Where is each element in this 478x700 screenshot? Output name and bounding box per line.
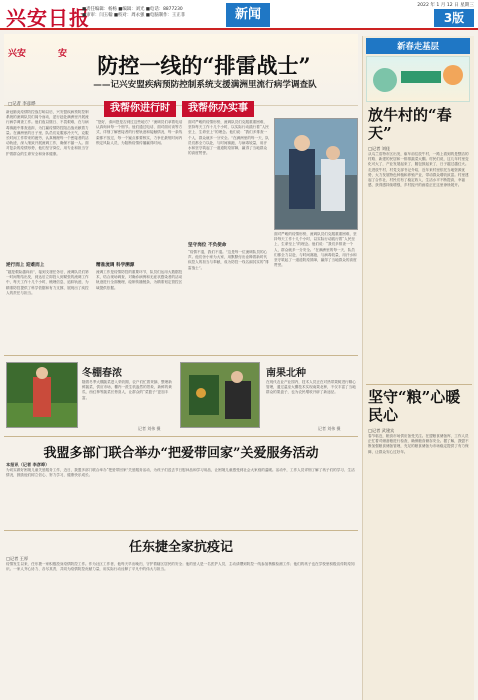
sub-banner-left: 我帮你进行时 <box>104 101 176 117</box>
newspaper-logo: 兴安日报 <box>6 6 90 30</box>
fieldwork-photo-illustration <box>275 119 358 230</box>
main-byline: □记者 李彦晔 <box>8 102 36 107</box>
middle-article-subheading: 精准流调 科学溯源 <box>96 263 135 268</box>
right-photo-credit: 记者 刘伟 摄 <box>318 426 341 431</box>
left-photo-title: 冬棚春浓 <box>82 368 122 379</box>
banner-right-tag: 安 <box>58 49 68 59</box>
fieldwork-photo <box>274 118 358 230</box>
fruit-farm-photo-illustration <box>181 363 260 428</box>
fruit-farm-photo <box>180 362 260 428</box>
sub-banner-right: 我帮你办实事 <box>182 101 254 117</box>
middle-article-body-2: 流调工作是疫情防控的重要环节，队员们运用大数据技术，结合现场调查，对确诊病例和无症状感染者的活动轨迹进行全面梳理，绘制传播链条，为精准划定管控区域提供依据。 <box>96 270 183 290</box>
right-article-body: 面对严峻的疫情形势，流调队员们克服重重困难，坚持每天工作十几个小时，以实际行动践行着“人民至上、生命至上”的理念。他们说：“我们多排查一个人，群众就多一分安全。”在满洲里的每一天，队员们都全力以赴，与时间赛跑，与病毒较量，用汗水和坚守筑起了一道道防疫屏障，赢得了当地群众的高度赞誉。 <box>188 120 269 156</box>
left-article-subheading: 逆行而上 迎难而上 <box>6 263 45 268</box>
story3-body: 疫情发生以来，任东捷一家积极投身疫情防控工作。作为社区工作者，他每天早出晚归，守护着辖区居民的安全；他的爱人是一名医护人员，主动请缨到防控一线参加核酸检测工作；他们的孩子也在学校里积极宣传防疫知识。一家人齐心协力、各尽其责，共同为疫情防控贡献力量，用实际行动诠释了平凡中的伟大与担当。 <box>6 562 355 572</box>
story2-divider <box>4 436 358 437</box>
photo-strip-divider <box>4 355 358 356</box>
story2-body: 为切实做好困境儿童关爱服务工作，近日，我盟多部门联合举办“把爱带回家”关爱服务活动，为孩子们送去节日慰问品和学习用品，让困境儿童感受到社会大家庭的温暖。活动中，工作人员详细了解了孩子们的学习、生活情况，鼓励他们树立信心、努力学习，健康快乐成长。 <box>6 468 355 478</box>
sidebar-divider <box>366 384 472 385</box>
left-article-body: 新冠肺炎疫情防控战打响以后，兴安盟疾病预防控制系统的流调队员们闻令而动，逆行赶赴满洲里开展流行病学调查工作。他们夜以继日、不畏艰难，在与病毒赛跑中排查追踪，为打赢疫情防控阻击战贡献着力量。在满洲里的日子里，队员们克服寒冷天气，克服长时间工作带来的疲劳，认真梳理每一个密接者的活动轨迹，深入细致开展流调工作，确保不漏一人。面对复杂的疫情形势，他们坚守岗位，用专业和担当守护着群众的生命安全和身体健康。 <box>6 110 89 156</box>
section-title: 新闻 <box>226 3 270 27</box>
main-headline: 防控一线的“排雷战士” <box>97 53 311 78</box>
right-article-body-2: “疫情不退，我们不退。”这是每一位流调队员的心声。他们舍小家为大家，用默默付出诠释着新时代疾控人的担当与奉献，成为防控一线名副其实的“排雷战士”。 <box>188 250 269 270</box>
story3-divider <box>4 530 358 531</box>
sidebar-banner-decoration <box>367 57 471 103</box>
editor-info: ■责任编辑：杨杨 ■编辑：刘光 ■电话：8877230 ■审审：闫玉翰 ■校对：周永强 ■电脑制作：王正菲 <box>82 7 186 18</box>
left-article-body-2: “越是艰险越向前”，接到支援任务后，流调队员们第一时间集结出发，到达后立即投入到紧张的流调工作中，每天工作十几个小时，梳理信息、追踪轨迹，为精准防控提供了科学依据和有力支撑，展现出了疾控人的责任与担当。 <box>6 270 89 295</box>
sidebar-banner-art <box>366 56 470 102</box>
sidebar-body-2: 春节临近，粮食市场供应备受关注。在盟粮食储备库，工作人员正忙着对储备粮进行检查，确保粮食储存安全。据了解，我盟不断加强粮食储备管理，充足的粮食储备为市场稳定提供了有力保障，让群众安心过好年。 <box>368 434 469 454</box>
right-photo-caption: 在现代农业产业园内，技术人员正在对热带果树进行精心管理，通过温室大棚技术实现南果北种，不仅丰富了当地群众的果盘子，也为农民增收开辟了新途径。 <box>266 380 356 395</box>
sidebar-headline-2: 坚守“粮”心暖民心 <box>368 388 461 424</box>
issue-date: 2022 年 1 月 12 日 星期三 <box>417 3 474 8</box>
page-number: 3版 <box>434 9 474 27</box>
right-photo-title: 南果北种 <box>266 368 306 379</box>
story3-byline: □记者 王厚 <box>6 556 29 561</box>
sidebar-headline-1: 放牛村的“春天” <box>368 106 452 142</box>
left-photo-caption: 随着冬季大棚蔬菜进入采收期，农户们忙着采摘、整理新鲜蔬菜，供应市场，棚内一派生机盎然的景象，新鲜的黄瓜、西红柿等蔬菜长势喜人，让群众的“菜篮子”更加丰富。 <box>82 380 172 400</box>
greenhouse-photo-illustration <box>7 363 78 428</box>
greenhouse-photo <box>6 362 78 428</box>
middle-article-body: “您好，请问您是否到过这些地方？”流调员们拿着电话认真询问每一个细节。他们通过电话、面对面访谈等方式，详细了解密接者的行程轨迹和接触情况，每一条线索都不放过，每一个疑点都要核实，力争在最短时间内锁定风险人员，为阻断疫情传播赢得时间。 <box>96 120 183 145</box>
left-photo-credit: 记者 刘伟 摄 <box>138 426 161 431</box>
right-photo-side-text: 面对严峻的疫情形势，流调队员们克服重重困难，坚持每天工作十几个小时，以实际行动践行着“人民至上、生命至上”的理念。他们说：“我们多排查一个人，群众就多一分安全。”在满洲里的每一天，队员们都全力以赴，与时间赛跑，与病毒较量，用汗水和坚守筑起了一道道防疫屏障，赢得了当地群众的高度赞誉。 <box>274 232 357 268</box>
sidebar-byline-1: □记者 刘佳 <box>368 146 391 151</box>
main-subtitle: ——记兴安盟疾病预防控制系统支援满洲里流行病学调查队 <box>93 80 317 90</box>
story2-headline: 我盟多部门联合举办“把爱带回家”关爱服务活动 <box>43 446 319 461</box>
banner-left-tag: 兴安 <box>8 49 27 59</box>
right-article-subheading: 坚守岗位 不负使命 <box>188 243 227 248</box>
sidebar-byline-2: □记者 武建宾 <box>368 428 395 433</box>
sidebar-body-1: 从乌兰浩特市区出发，驱车前往放牛村，一路上看到的是整洁的村路、新建的民居和一排排蔬菜大棚。村民们说，这几年村里变化可大了，产业发展起来了，腰包鼓起来了，日子越过越红火。走进放牛村，村党支部书记介绍，近年来村里依托当地资源优势，大力发展特色种植和养殖产业，带动群众增收致富。村里建起了合作社，村民们有了稳定收入，生活水平不断提高，幸福感、获得感持续增强，乡村振兴的画卷正在这里徐徐展开。 <box>368 152 469 188</box>
sidebar-header: 新春走基层 <box>366 38 470 54</box>
story3-headline: 任东捷全家抗疫记 <box>128 540 233 555</box>
story2-byline: 本报讯（记者 李彦晔） <box>6 462 50 467</box>
